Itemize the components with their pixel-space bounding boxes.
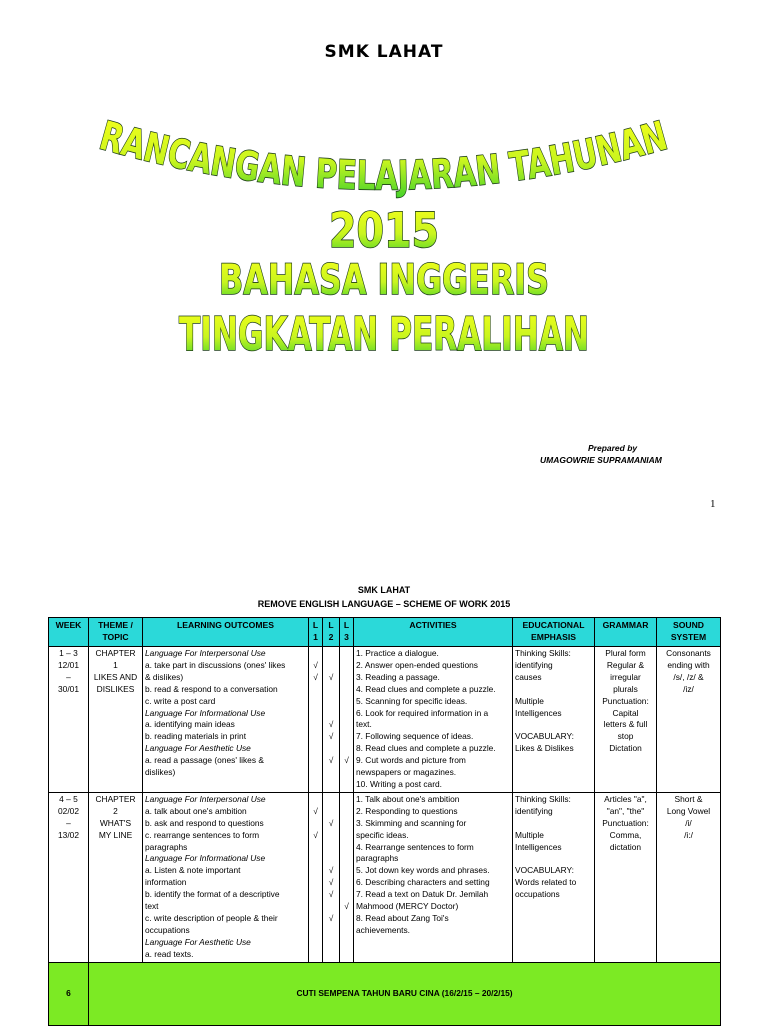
- scheme-of-work-table: [48, 617, 721, 1026]
- col-learning-outcomes: LEARNING OUTCOMES: [143, 618, 309, 647]
- l3-cell: [340, 792, 354, 962]
- holiday-row: [49, 962, 721, 1025]
- page-number: 1: [710, 498, 716, 510]
- wordart-line-2: 2015: [329, 203, 439, 259]
- tick-mark: √: [328, 671, 334, 682]
- prepared-by-label: Prepared by: [588, 443, 638, 453]
- tick-mark: √: [344, 755, 349, 766]
- scheme-school: SMK LAHAT: [357, 585, 411, 595]
- tick-mark: √: [328, 912, 334, 923]
- school-title: SMK LAHAT: [324, 42, 444, 62]
- table-row: [49, 647, 721, 793]
- l1-cell: [309, 647, 323, 793]
- table-header-row: [49, 618, 721, 647]
- tick-mark: √: [313, 659, 318, 670]
- scheme-heading: [0, 583, 768, 611]
- grammar-cell: Articles "a", "an", "the" Punctuation: Comma, dictation: [595, 792, 657, 962]
- l2-cell: [323, 792, 340, 962]
- grammar-cell: Plural form Regular & irregular plurals Punctuation: Capital letters & full stop Dictation: [595, 647, 657, 793]
- author-name: UMAGOWRIE SUPRAMANIAM: [540, 455, 662, 465]
- col-l3: L 3: [340, 618, 354, 647]
- l1-cell: [309, 792, 323, 962]
- wordart-line-3: BAHASA INGGERIS: [219, 255, 549, 304]
- tick-mark: √: [328, 731, 334, 742]
- tick-mark: √: [328, 877, 334, 888]
- week-cell: 1 – 3 12/01 – 30/01: [49, 647, 89, 793]
- tick-mark: √: [328, 719, 334, 730]
- cover-wordart: [0, 72, 768, 392]
- tick-mark: √: [328, 889, 334, 900]
- wordart-line-4: TINGKATAN PERALIHAN: [179, 307, 589, 361]
- outcomes-cell: Language For Interpersonal Use a. talk about one's ambition b. ask and respond to questions c. rearrange sentences to form paragraphs Language For Informational Use a. Listen & note important information b. identify the format of a descriptive text c. write description of people & their occupations Language For Aesthetic Use a. read texts.: [143, 792, 309, 962]
- activities-cell: 1. Talk about one's ambition 2. Responding to questions 3. Skimming and scanning for specific ideas. 4. Rearrange sentences to form paragraphs 5. Jot down key words and phrases. 6. Describing characters and setting 7. Read a text on Datuk Dr. Jemilah Mahmood (MERCY Doctor) 8. Read about Zang Toi's achievements.: [354, 792, 513, 962]
- tick-mark: √: [328, 817, 334, 828]
- tick-mark: √: [344, 901, 349, 912]
- outcomes-cell: Language For Interpersonal Use a. take part in discussions (ones' likes & dislikes) b. read & respond to a conversation c. write a post card Language For Informational Use a. identifying main ideas b. reading materials in print Language For Aesthetic Use a. read a passage (ones' likes & dislikes): [143, 647, 309, 793]
- sound-cell: Consonants ending with /s/, /z/ & /iz/: [657, 647, 721, 793]
- wordart-line-1: RANCANGAN PELAJARAN TAHUNAN: [94, 110, 681, 200]
- tick-mark: √: [313, 829, 318, 840]
- col-activities: ACTIVITIES: [354, 618, 513, 647]
- col-sound-system: SOUND SYSTEM: [657, 618, 721, 647]
- tick-mark: √: [313, 805, 318, 816]
- week-cell: 4 – 5 02/02 – 13/02: [49, 792, 89, 962]
- col-grammar: GRAMMAR: [595, 618, 657, 647]
- theme-cell: CHAPTER 2 WHAT'S MY LINE: [89, 792, 143, 962]
- col-l1: L 1: [309, 618, 323, 647]
- emphasis-cell: Thinking Skills: identifying Multiple Intelligences VOCABULARY: Words related to occupations: [513, 792, 595, 962]
- emphasis-cell: Thinking Skills: identifying causes Multiple Intelligences VOCABULARY: Likes & Dislikes: [513, 647, 595, 793]
- activities-cell: 1. Practice a dialogue. 2. Answer open-ended questions 3. Reading a passage. 4. Read clues and complete a puzzle. 5. Scanning for specific ideas. 6. Look for required information in a text. 7. Following sequence of ideas. 8. Read clues and complete a puzzle. 9. Cut words and picture from newspapers or magazines. 10. Writing a post card.: [354, 647, 513, 793]
- scheme-title: REMOVE ENGLISH LANGUAGE – SCHEME OF WORK 2015: [257, 599, 511, 609]
- col-l2: L 2: [323, 618, 340, 647]
- table-row: [49, 792, 721, 962]
- sound-cell: Short & Long Vowel /i/ /i:/: [657, 792, 721, 962]
- holiday-text: CUTI SEMPENA TAHUN BARU CINA (16/2/15 – 20/2/15): [89, 962, 721, 1025]
- tick-mark: √: [328, 865, 334, 876]
- holiday-week: 6: [49, 962, 89, 1025]
- tick-mark: √: [313, 671, 318, 682]
- tick-mark: √: [328, 755, 334, 766]
- l2-cell: [323, 647, 340, 793]
- theme-cell: CHAPTER 1 LIKES AND DISLIKES: [89, 647, 143, 793]
- col-educational-emphasis: EDUCATIONAL EMPHASIS: [513, 618, 595, 647]
- l3-cell: [340, 647, 354, 793]
- col-theme: THEME / TOPIC: [89, 618, 143, 647]
- col-week: WEEK: [49, 618, 89, 647]
